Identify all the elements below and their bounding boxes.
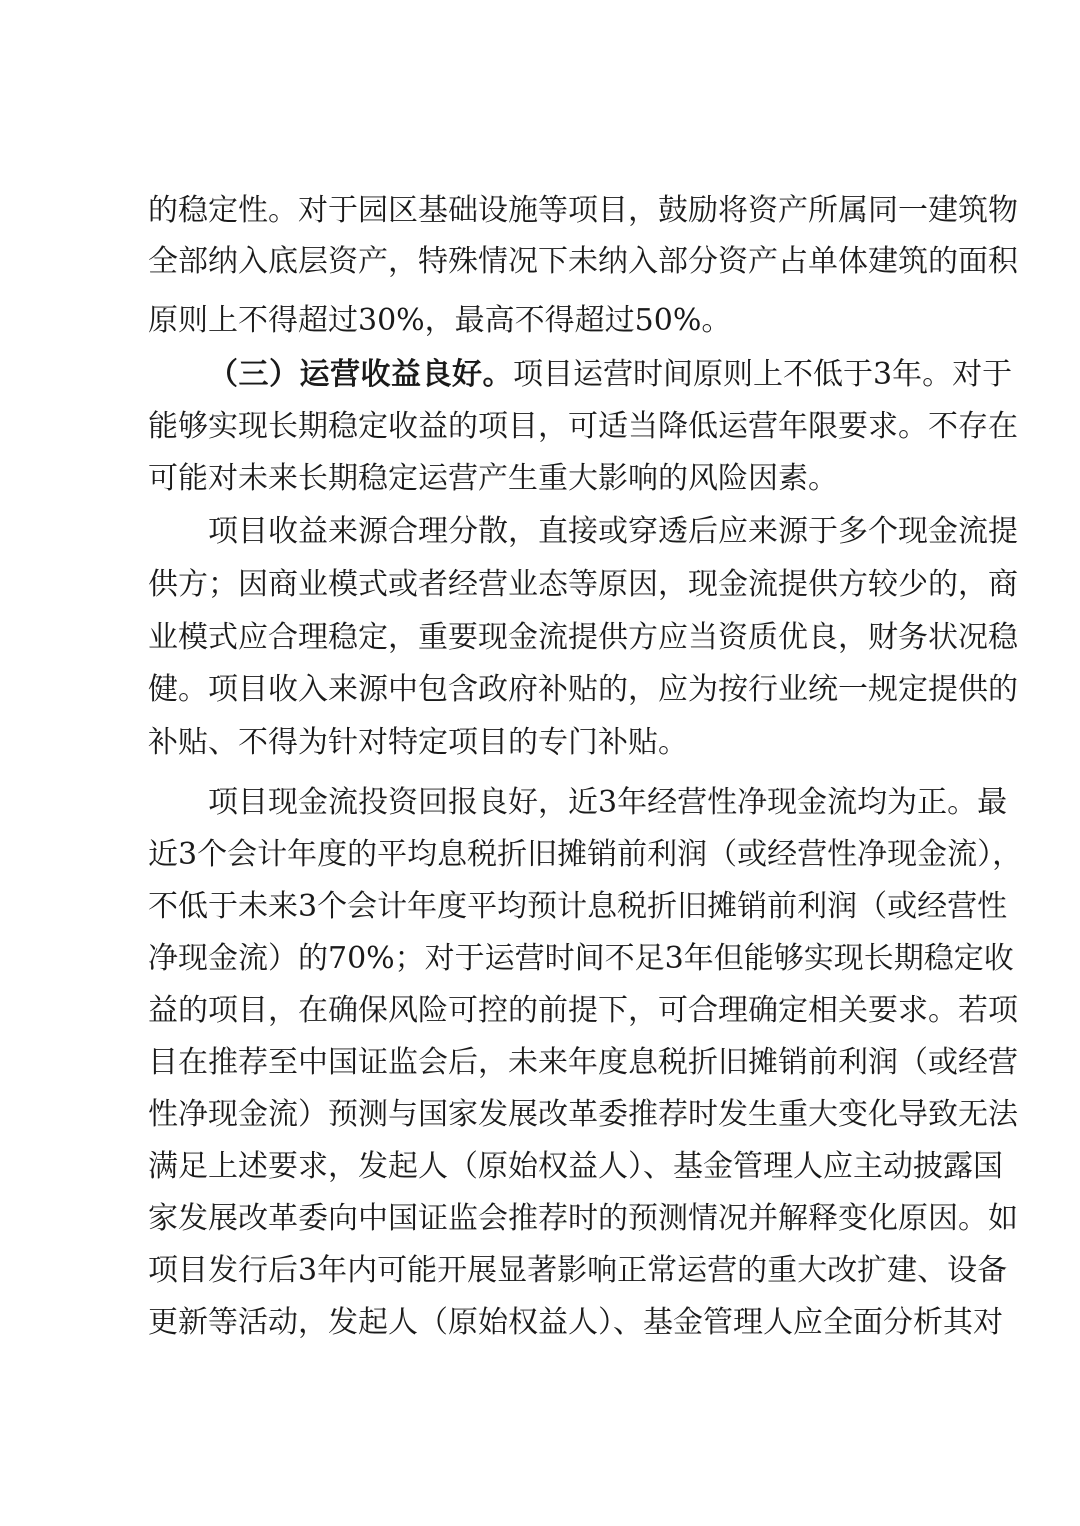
text-line: 可能对未来长期稳定运营产生重大影响的风险因素。 [148,461,838,496]
text-line: 健。项目收入来源中包含政府补贴的，应为按行业统一规定提供的 [148,672,1018,707]
text-line: 原则上不得超过30%，最高不得超过50%。 [148,303,732,338]
section-heading-line [208,350,1013,400]
text-line: 近3个会计年度的平均息税折旧摊销前利润（或经营性净现金流）， [148,837,1023,872]
text-line: 不低于未来3个会计年度平均预计息税折旧摊销前利润（或经营性 [148,889,1008,924]
text-line: 项目发行后3年内可能开展显著影响正常运营的重大改扩建、设备 [148,1253,1008,1288]
paragraph-first-line: 项目现金流投资回报良好，近3年经营性净现金流均为正。最 [208,785,1008,820]
text-line: 能够实现长期稳定收益的项目，可适当降低运营年限要求。不存在 [148,409,1018,444]
text-line: 更新等活动，发起人（原始权益人）、基金管理人应全面分析其对 [148,1305,1003,1340]
text-line: 全部纳入底层资产，特殊情况下未纳入部分资产占单体建筑的面积 [148,244,1018,279]
section-heading: （三）运营收益良好。 [208,357,513,392]
section-heading-text: 项目运营时间原则上不低于3年。对于 [513,357,1013,392]
text-line: 性净现金流）预测与国家发展改革委推荐时发生重大变化导致无法 [148,1097,1018,1132]
text-line: 供方；因商业模式或者经营业态等原因，现金流提供方较少的，商 [148,567,1018,602]
text-line: 益的项目，在确保风险可控的前提下，可合理确定相关要求。若项 [148,993,1018,1028]
text-line: 的稳定性。对于园区基础设施等项目，鼓励将资产所属同一建筑物 [148,193,1018,228]
text-line: 净现金流）的70%；对于运营时间不足3年但能够实现长期稳定收 [148,941,1014,976]
text-line: 目在推荐至中国证监会后，未来年度息税折旧摊销前利润（或经营 [148,1045,1018,1080]
text-line: 业模式应合理稳定，重要现金流提供方应当资质优良，财务状况稳 [148,620,1018,655]
text-line: 满足上述要求，发起人（原始权益人）、基金管理人应主动披露国 [148,1149,1003,1184]
text-line: 家发展改革委向中国证监会推荐时的预测情况并解释变化原因。如 [148,1201,1018,1236]
paragraph-first-line: 项目收益来源合理分散，直接或穿透后应来源于多个现金流提 [208,514,1018,549]
text-line: 补贴、不得为针对特定项目的专门补贴。 [148,725,688,760]
